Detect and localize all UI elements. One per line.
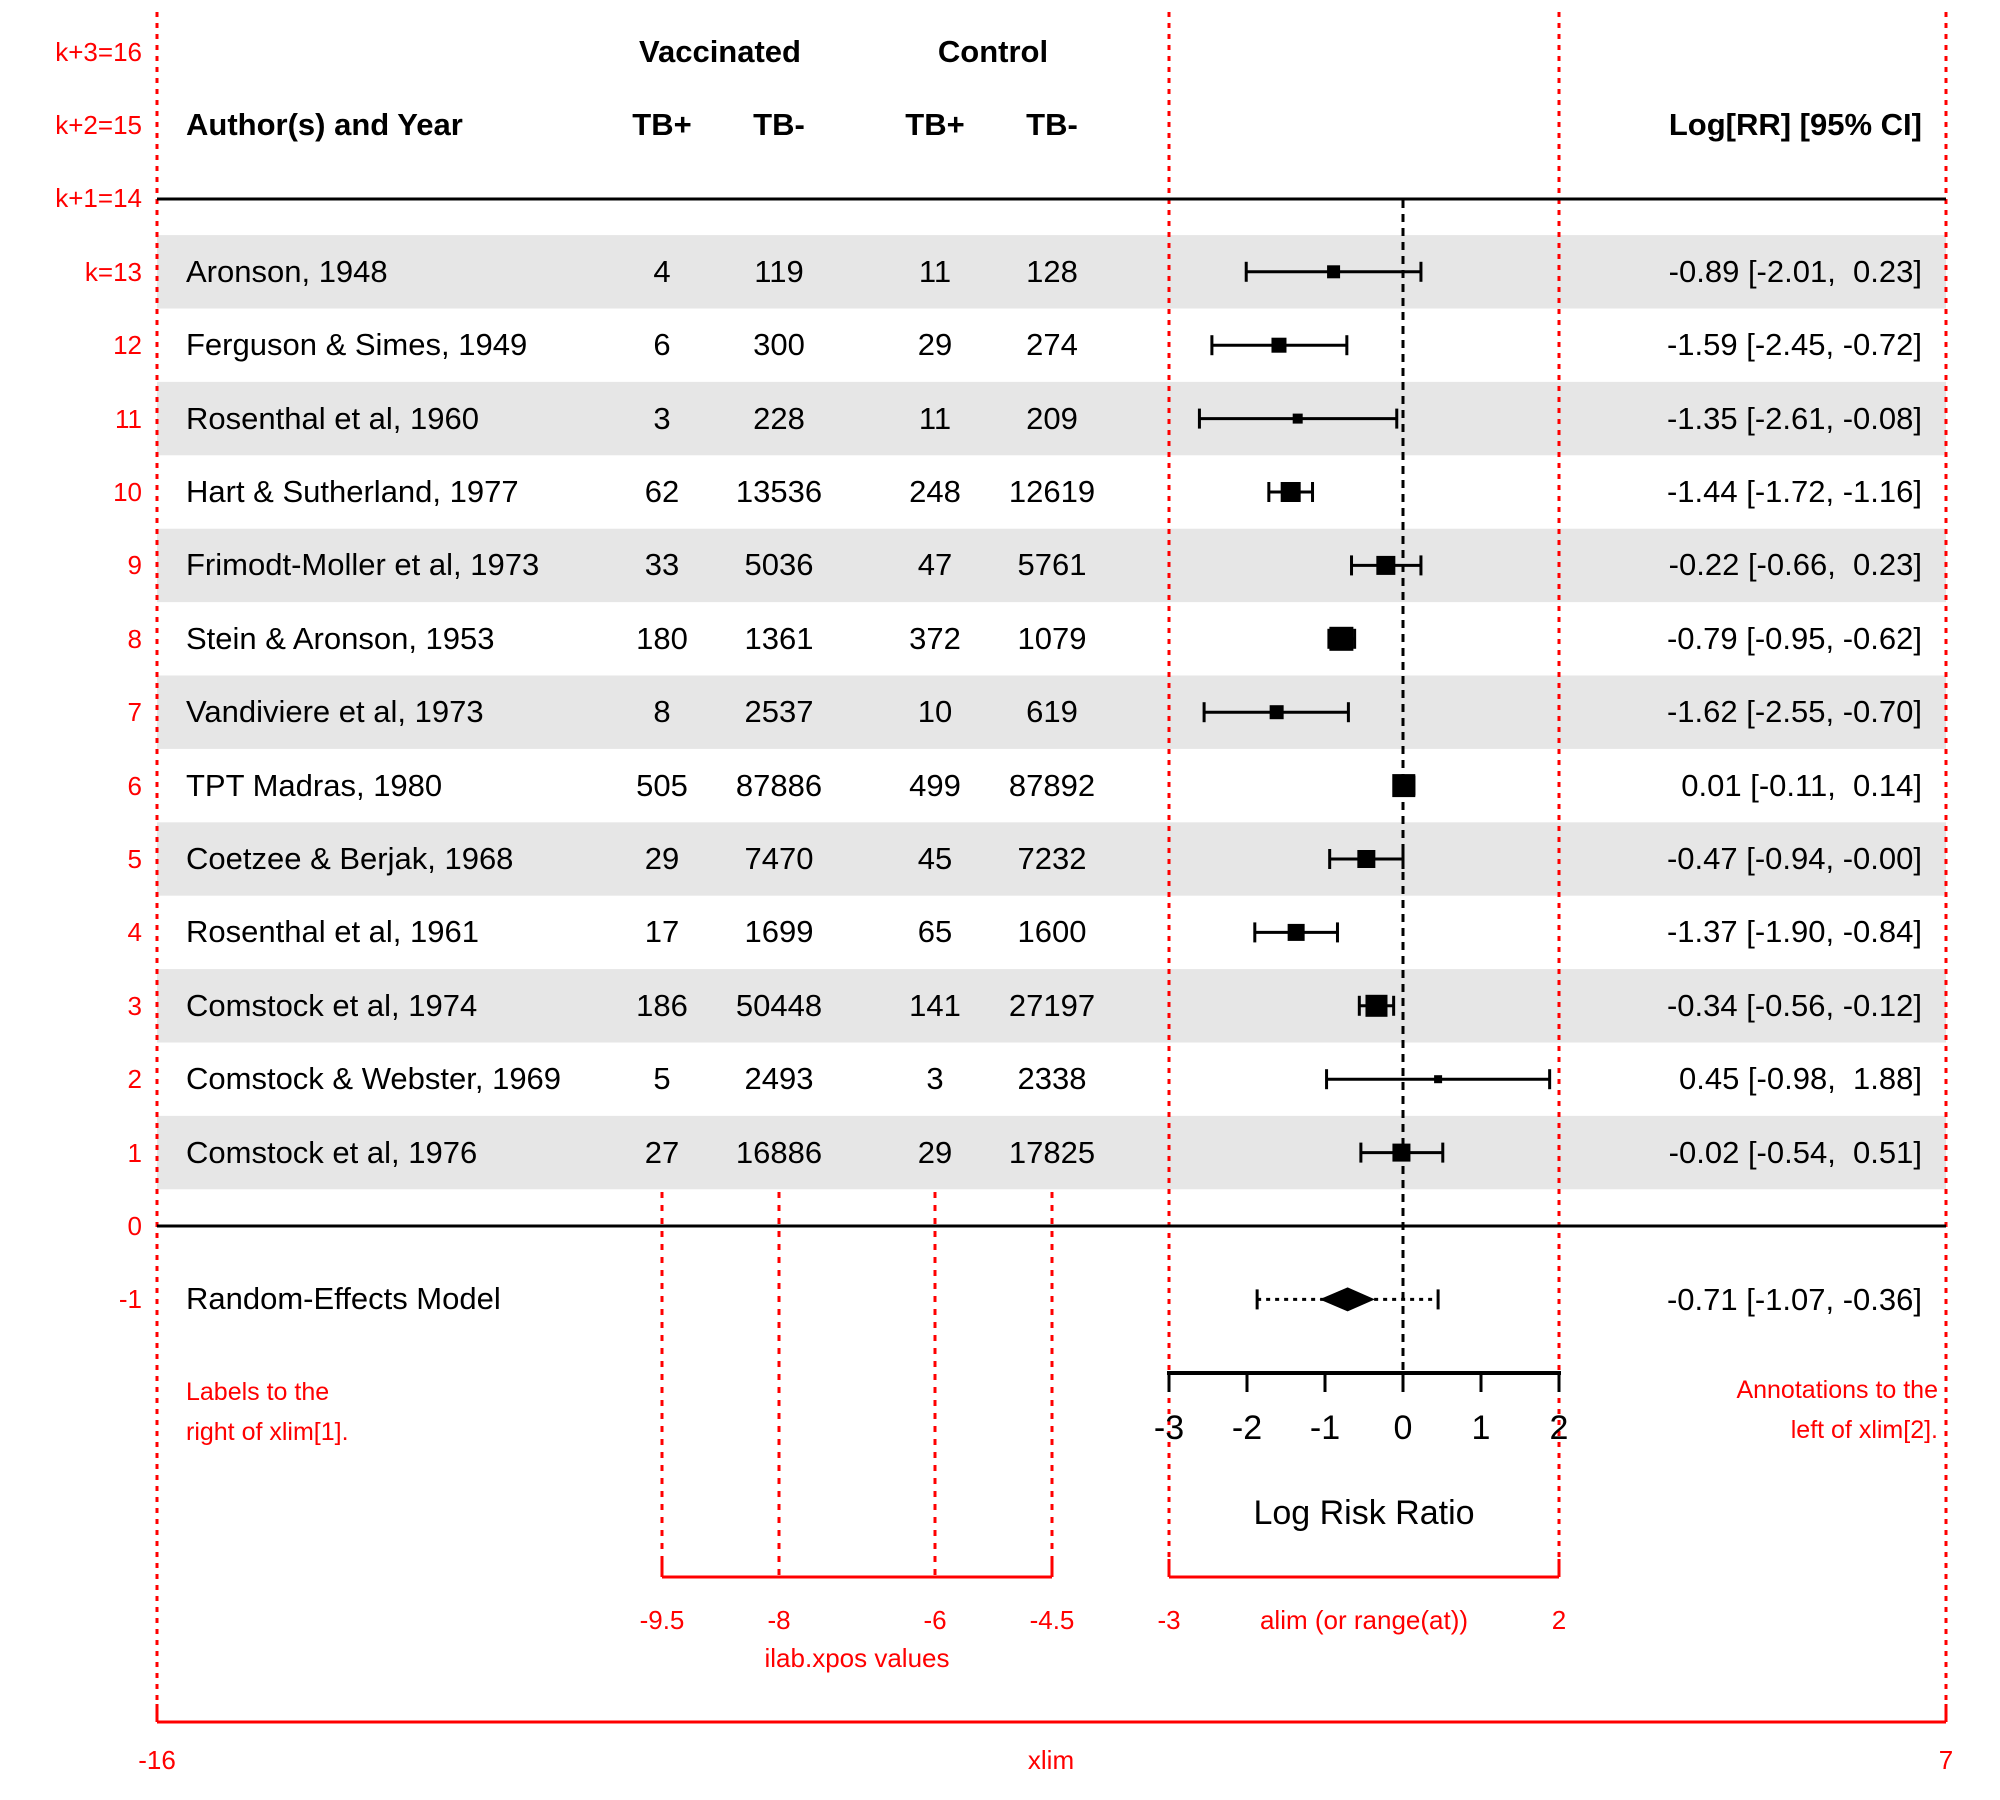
ilab-xpos-tick-label: -8	[767, 1605, 791, 1635]
study-count-value: 2537	[744, 694, 814, 730]
xlim-left-label: -16	[138, 1745, 176, 1775]
x-axis-title: Log Risk Ratio	[1253, 1494, 1475, 1532]
subcol-header-tbneg-control: TB-	[1026, 107, 1078, 142]
study-count-value: 17825	[1008, 1134, 1096, 1170]
study-author-label: Rosenthal et al, 1961	[186, 914, 479, 950]
ilab-xpos-caption: ilab.xpos values	[764, 1643, 950, 1673]
study-author-label: Hart & Sutherland, 1977	[186, 474, 519, 509]
xlim-caption: xlim	[1027, 1745, 1075, 1775]
study-count-value: 7470	[744, 841, 814, 876]
subcol-header-tbneg-vaccinated: TB-	[753, 107, 805, 142]
study-count-value: 87892	[1008, 767, 1096, 803]
study-count-value: 128	[1026, 253, 1078, 289]
study-count-value: 619	[1026, 694, 1078, 730]
alim-left-label: -3	[1157, 1605, 1181, 1635]
study-count-value: 3	[653, 400, 671, 436]
summary-model-label: Random-Effects Model	[186, 1281, 501, 1316]
study-count-value: 1079	[1017, 620, 1087, 656]
right-note-line2: left of xlim[2].	[1790, 1416, 1938, 1444]
study-count-value: 372	[909, 620, 961, 656]
ilab-xpos-tick-label: -9.5	[639, 1605, 685, 1635]
study-count-value: 12619	[1008, 474, 1096, 509]
study-count-value: 33	[644, 547, 680, 583]
row-number-label: -1	[118, 1284, 142, 1315]
x-axis-tick-label: -3	[1153, 1409, 1185, 1447]
study-count-value: 1600	[1017, 914, 1087, 950]
study-count-value: 62	[644, 474, 680, 509]
study-annotation: -1.59 [-2.45, -0.72]	[1666, 327, 1922, 363]
study-count-value: 2493	[744, 1061, 814, 1097]
ilab-xpos-tick-label: -6	[923, 1605, 947, 1635]
author-column-header: Author(s) and Year	[186, 107, 463, 142]
row-number-label: 10	[113, 477, 142, 507]
study-author-label: Comstock et al, 1976	[186, 1134, 478, 1170]
row-number-label: 4	[127, 917, 142, 948]
left-note-line1: Labels to the	[186, 1378, 330, 1406]
study-count-value: 65	[917, 914, 953, 950]
alim-right-label: 2	[1551, 1605, 1567, 1635]
study-annotation: -0.47 [-0.94, -0.00]	[1666, 841, 1922, 876]
row-number-label: 11	[115, 403, 142, 434]
study-annotation: -0.34 [-0.56, -0.12]	[1666, 987, 1922, 1023]
group-header-control: Control	[937, 34, 1049, 69]
row-number-label: 3	[127, 990, 142, 1021]
study-author-label: Rosenthal et al, 1960	[186, 400, 479, 436]
study-count-value: 1699	[744, 914, 814, 950]
row-number-label: k+2=15	[55, 110, 142, 140]
study-count-value: 499	[909, 767, 961, 803]
x-axis-tick-label: 1	[1471, 1409, 1491, 1447]
study-count-value: 2338	[1017, 1061, 1087, 1097]
study-count-value: 180	[636, 620, 688, 656]
x-axis-tick-label: 0	[1393, 1409, 1413, 1447]
study-count-value: 186	[636, 987, 688, 1023]
study-count-value: 1361	[744, 620, 814, 656]
row-number-label: 1	[127, 1137, 142, 1168]
study-count-value: 11	[918, 400, 952, 436]
study-author-label: Vandiviere et al, 1973	[186, 694, 484, 730]
left-note-line2: right of xlim[1].	[186, 1418, 349, 1446]
row-number-label: k=13	[84, 256, 142, 287]
study-annotation: -0.02 [-0.54, 0.51]	[1668, 1134, 1922, 1170]
study-count-value: 209	[1026, 400, 1078, 436]
study-count-value: 17	[644, 914, 680, 950]
x-axis-tick-label: -2	[1231, 1409, 1263, 1447]
study-author-label: Stein & Aronson, 1953	[186, 620, 495, 656]
study-annotation: -0.22 [-0.66, 0.23]	[1668, 547, 1922, 583]
alim-caption: alim (or range(at))	[1259, 1605, 1469, 1635]
study-count-value: 3	[926, 1061, 944, 1097]
right-note-line1: Annotations to the	[1736, 1376, 1938, 1404]
subcol-header-tbpos-control: TB+	[905, 107, 965, 142]
study-author-label: TPT Madras, 1980	[186, 767, 443, 803]
study-count-value: 10	[917, 694, 953, 730]
study-count-value: 87886	[735, 767, 823, 803]
study-count-value: 16886	[735, 1134, 823, 1170]
study-annotation: -1.62 [-2.55, -0.70]	[1666, 694, 1922, 730]
study-count-value: 228	[753, 400, 805, 436]
study-count-value: 47	[917, 547, 953, 583]
study-annotation: -1.37 [-1.90, -0.84]	[1666, 914, 1922, 950]
row-number-label: 8	[127, 623, 142, 654]
study-annotation: -1.44 [-1.72, -1.16]	[1666, 474, 1922, 509]
study-annotation: -0.89 [-2.01, 0.23]	[1668, 253, 1922, 289]
study-annotation: -0.79 [-0.95, -0.62]	[1666, 620, 1922, 656]
study-count-value: 45	[917, 841, 953, 876]
study-count-value: 119	[754, 253, 804, 289]
annotation-column-header: Log[RR] [95% CI]	[1668, 107, 1922, 142]
row-number-label: k+3=16	[55, 36, 142, 67]
row-number-label: 2	[127, 1064, 142, 1095]
row-number-label: 6	[127, 770, 142, 801]
study-count-value: 11	[918, 253, 952, 289]
row-number-label: 7	[127, 697, 142, 728]
study-count-value: 29	[644, 841, 680, 876]
study-count-value: 5	[653, 1061, 671, 1097]
row-number-label: 5	[127, 844, 142, 874]
study-author-label: Frimodt-Moller et al, 1973	[186, 547, 540, 583]
x-axis-tick-label: -1	[1309, 1409, 1341, 1447]
study-author-label: Ferguson & Simes, 1949	[186, 327, 528, 363]
study-count-value: 27	[644, 1134, 680, 1170]
study-count-value: 50448	[735, 987, 823, 1023]
study-count-value: 6	[653, 327, 671, 363]
x-axis-tick-label: 2	[1549, 1409, 1569, 1447]
study-count-value: 4	[653, 253, 671, 289]
row-number-label: 12	[113, 330, 142, 361]
study-count-value: 29	[917, 327, 953, 363]
row-number-label: k+1=14	[55, 183, 142, 214]
xlim-right-label: 7	[1938, 1745, 1954, 1775]
summary-model-annotation: -0.71 [-1.07, -0.36]	[1666, 1282, 1922, 1317]
study-author-label: Aronson, 1948	[186, 253, 388, 289]
study-count-value: 13536	[735, 474, 823, 509]
study-author-label: Comstock et al, 1974	[186, 987, 478, 1023]
row-number-label: 9	[127, 550, 142, 581]
ilab-xpos-tick-label: -4.5	[1029, 1605, 1075, 1635]
study-count-value: 29	[917, 1134, 953, 1170]
study-count-value: 8	[653, 694, 671, 730]
study-count-value: 27197	[1008, 987, 1096, 1023]
study-count-value: 5761	[1017, 547, 1087, 583]
subcol-header-tbpos-vaccinated: TB+	[632, 107, 692, 142]
study-count-value: 274	[1026, 327, 1078, 363]
study-annotation: 0.01 [-0.11, 0.14]	[1681, 767, 1922, 803]
group-header-vaccinated: Vaccinated	[639, 34, 801, 69]
row-number-label: 0	[127, 1211, 142, 1241]
study-annotation: -1.35 [-2.61, -0.08]	[1666, 400, 1922, 436]
study-count-value: 300	[753, 327, 805, 363]
study-count-value: 5036	[744, 547, 814, 583]
study-author-label: Coetzee & Berjak, 1968	[186, 841, 514, 876]
study-count-value: 141	[909, 987, 961, 1023]
study-author-label: Comstock & Webster, 1969	[186, 1061, 562, 1097]
study-count-value: 248	[909, 474, 961, 509]
study-count-value: 7232	[1017, 841, 1087, 876]
study-count-value: 505	[636, 767, 688, 803]
study-annotation: 0.45 [-0.98, 1.88]	[1678, 1061, 1922, 1097]
